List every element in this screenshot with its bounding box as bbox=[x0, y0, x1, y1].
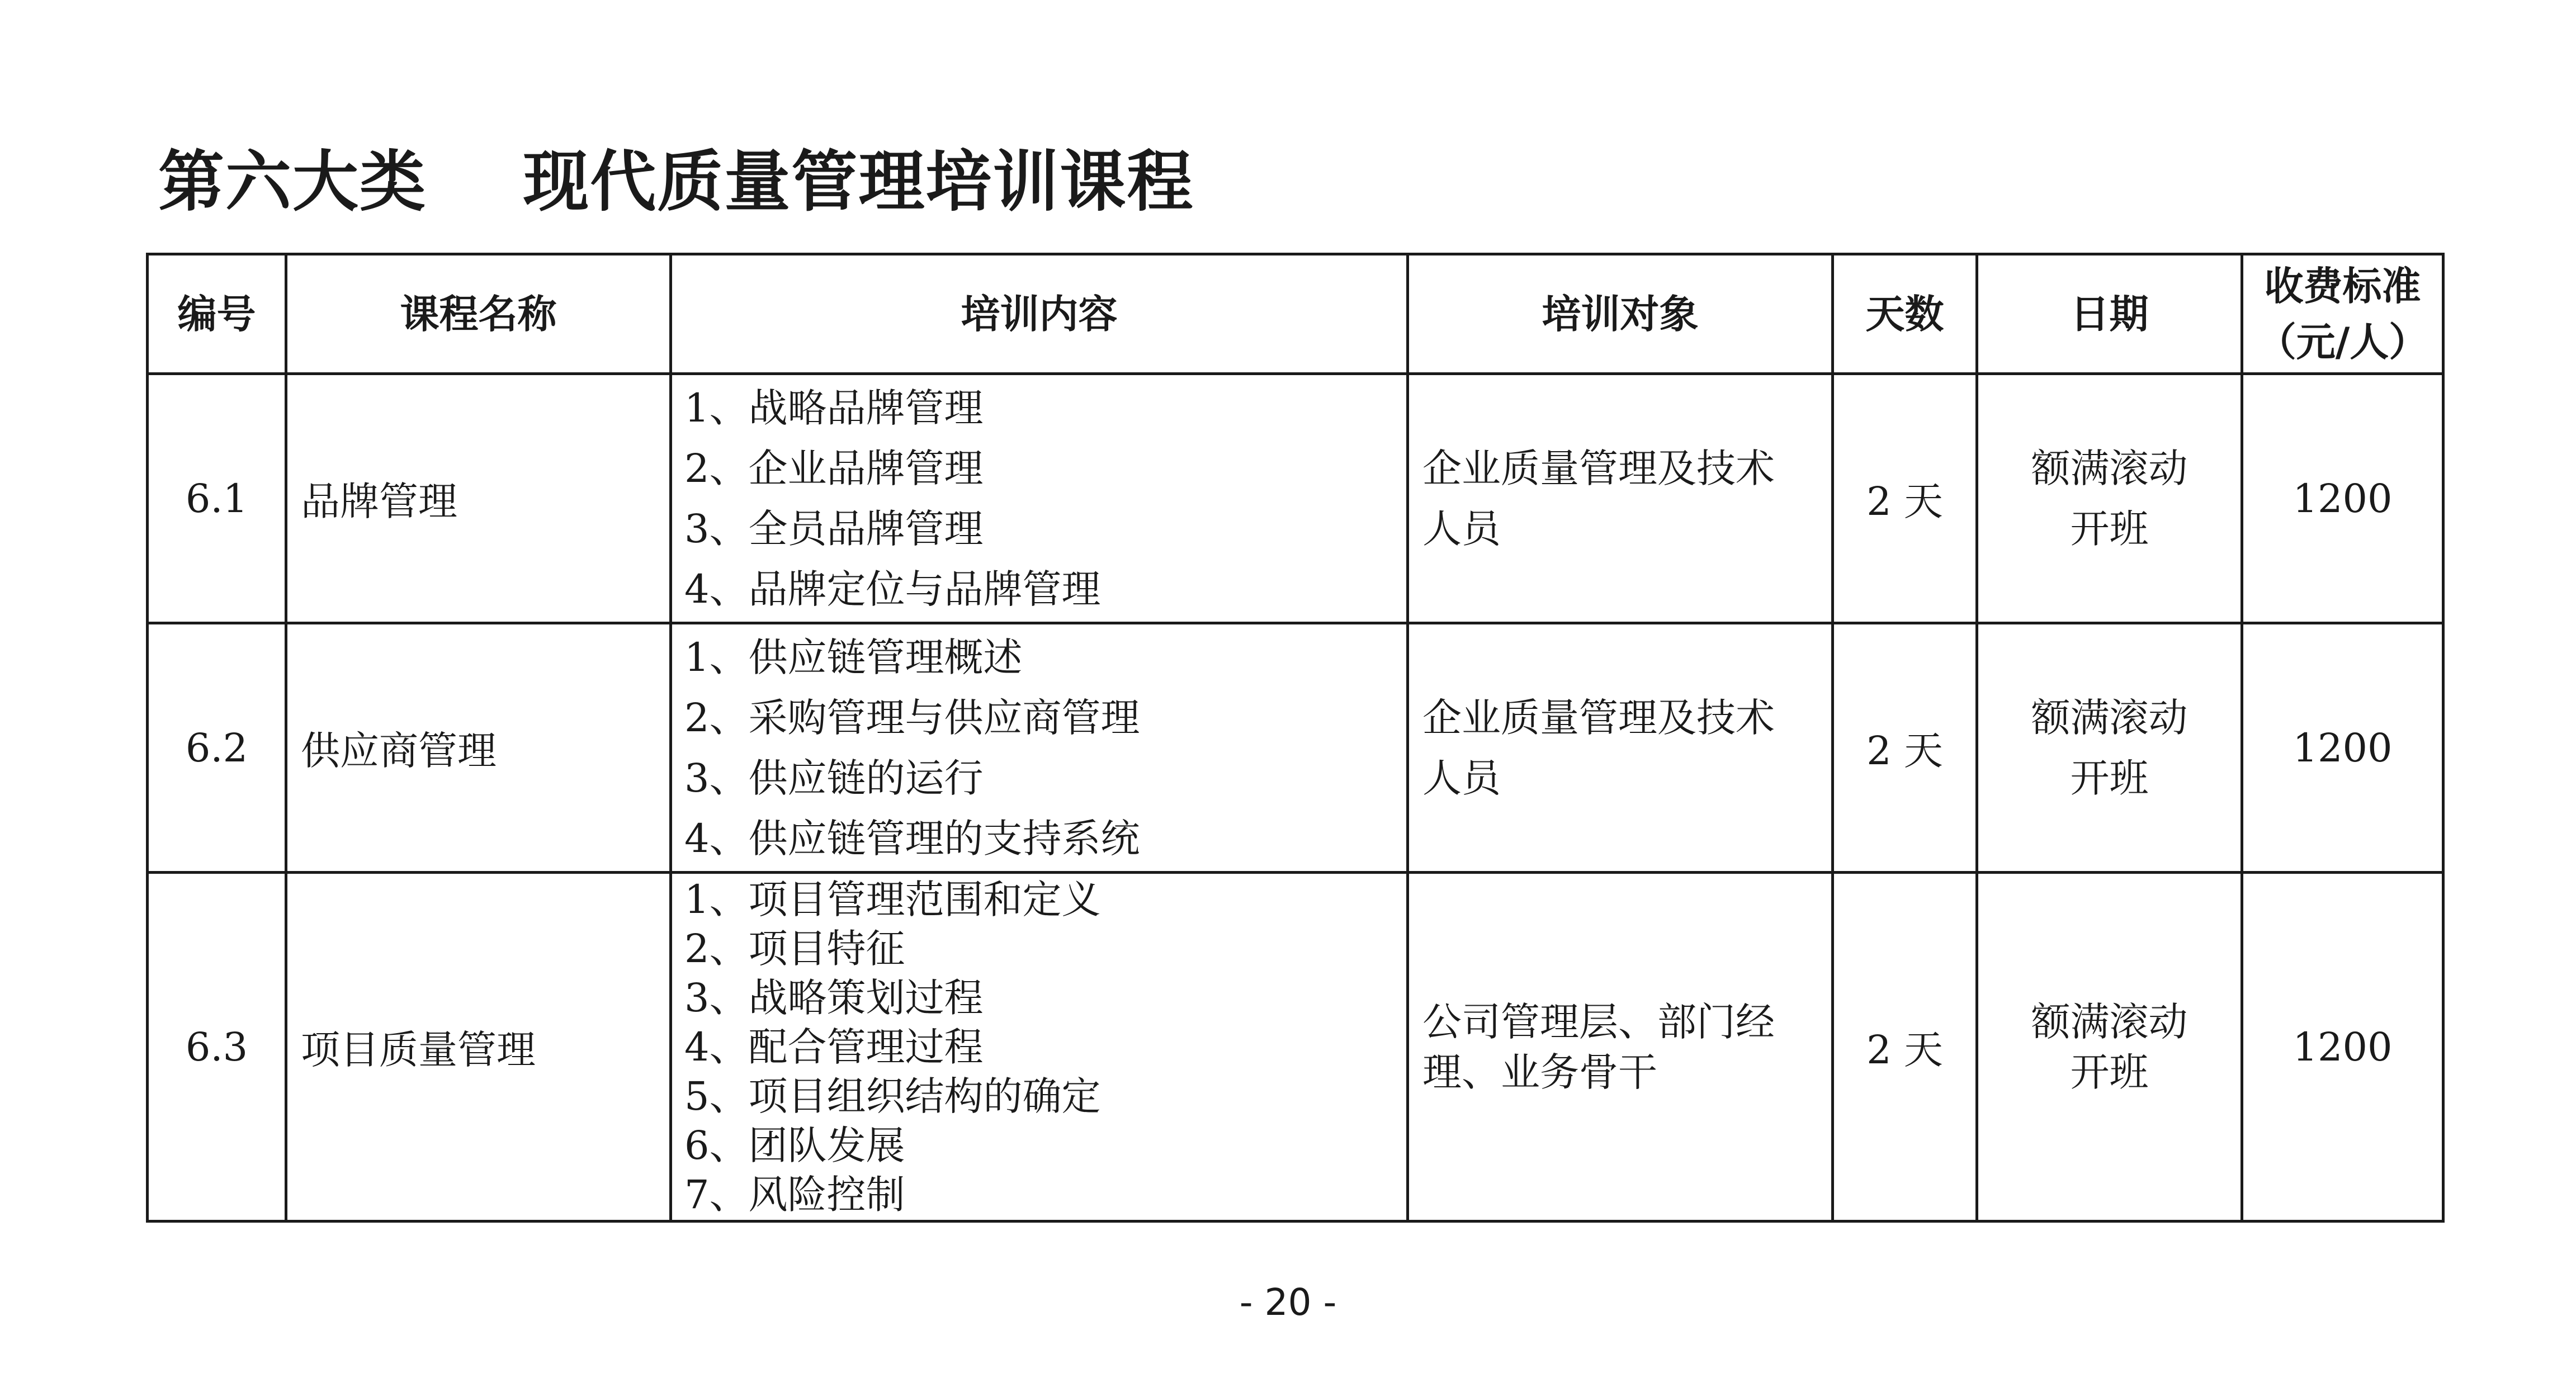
date-line: 开班 bbox=[2070, 755, 2149, 801]
course-name: 供应商管理 bbox=[286, 623, 671, 873]
course-id: 6.2 bbox=[148, 623, 286, 873]
column-header-content: 培训内容 bbox=[671, 254, 1408, 374]
content-line: 1、项目管理范围和定义 bbox=[684, 876, 1101, 922]
column-header-fee-line1: 收费标准 bbox=[2264, 263, 2421, 309]
course-days: 2 天 bbox=[1833, 623, 1977, 873]
column-header-date: 日期 bbox=[1977, 254, 2242, 374]
content-line: 7、风险控制 bbox=[684, 1171, 905, 1218]
target-line: 企业质量管理及技术 bbox=[1422, 445, 1775, 491]
table-row bbox=[148, 374, 2443, 623]
course-target bbox=[1408, 374, 1833, 623]
course-fee: 1200 bbox=[2242, 623, 2443, 873]
content-line: 4、供应链管理的支持系统 bbox=[684, 815, 1140, 861]
column-header-id: 编号 bbox=[148, 254, 286, 374]
content-line: 3、供应链的运行 bbox=[684, 755, 984, 801]
table-row bbox=[148, 623, 2443, 873]
target-line: 公司管理层、部门经 bbox=[1422, 998, 1775, 1045]
target-line: 人员 bbox=[1422, 505, 1501, 552]
target-line: 理、业务骨干 bbox=[1422, 1049, 1657, 1095]
column-header-target: 培训对象 bbox=[1408, 254, 1833, 374]
course-date bbox=[1977, 374, 2242, 623]
date-line: 开班 bbox=[2070, 1049, 2149, 1095]
date-line: 额满滚动 bbox=[2031, 998, 2188, 1045]
course-name: 项目质量管理 bbox=[286, 873, 671, 1222]
column-header-fee-line2: （元/人） bbox=[2257, 319, 2428, 365]
course-date bbox=[1977, 623, 2242, 873]
content-line: 1、战略品牌管理 bbox=[684, 385, 984, 431]
column-header-name: 课程名称 bbox=[286, 254, 671, 374]
content-line: 1、供应链管理概述 bbox=[684, 634, 1023, 680]
course-days: 2 天 bbox=[1833, 374, 1977, 623]
target-line: 企业质量管理及技术 bbox=[1422, 694, 1775, 741]
content-line: 3、战略策划过程 bbox=[684, 974, 984, 1021]
course-days: 2 天 bbox=[1833, 873, 1977, 1222]
course-id: 6.3 bbox=[148, 873, 286, 1222]
content-line: 5、项目组织结构的确定 bbox=[684, 1073, 1101, 1119]
content-line: 3、全员品牌管理 bbox=[684, 505, 984, 552]
date-line: 额满滚动 bbox=[2031, 445, 2188, 491]
course-id: 6.1 bbox=[148, 374, 286, 623]
course-fee: 1200 bbox=[2242, 374, 2443, 623]
table-row bbox=[148, 873, 2443, 1222]
course-content bbox=[671, 374, 1408, 623]
target-line: 人员 bbox=[1422, 755, 1501, 801]
course-fee: 1200 bbox=[2242, 873, 2443, 1222]
course-content bbox=[671, 873, 1408, 1222]
column-header-days: 天数 bbox=[1833, 254, 1977, 374]
page-number: - 20 - bbox=[1239, 1281, 1337, 1324]
content-line: 2、项目特征 bbox=[684, 925, 905, 972]
course-target bbox=[1408, 623, 1833, 873]
content-line: 2、企业品牌管理 bbox=[684, 445, 984, 491]
content-line: 4、品牌定位与品牌管理 bbox=[684, 566, 1101, 612]
course-table bbox=[146, 253, 2445, 1223]
course-name: 品牌管理 bbox=[286, 374, 671, 623]
content-line: 6、团队发展 bbox=[684, 1122, 905, 1168]
page-title: 第六大类 现代质量管理培训课程 bbox=[158, 143, 1194, 220]
course-target bbox=[1408, 873, 1833, 1222]
date-line: 额满滚动 bbox=[2031, 694, 2188, 741]
content-line: 2、采购管理与供应商管理 bbox=[684, 694, 1140, 741]
table-header-row bbox=[148, 254, 2443, 374]
course-date bbox=[1977, 873, 2242, 1222]
content-line: 4、配合管理过程 bbox=[684, 1024, 984, 1070]
course-content bbox=[671, 623, 1408, 873]
date-line: 开班 bbox=[2070, 505, 2149, 552]
column-header-fee bbox=[2242, 254, 2443, 374]
